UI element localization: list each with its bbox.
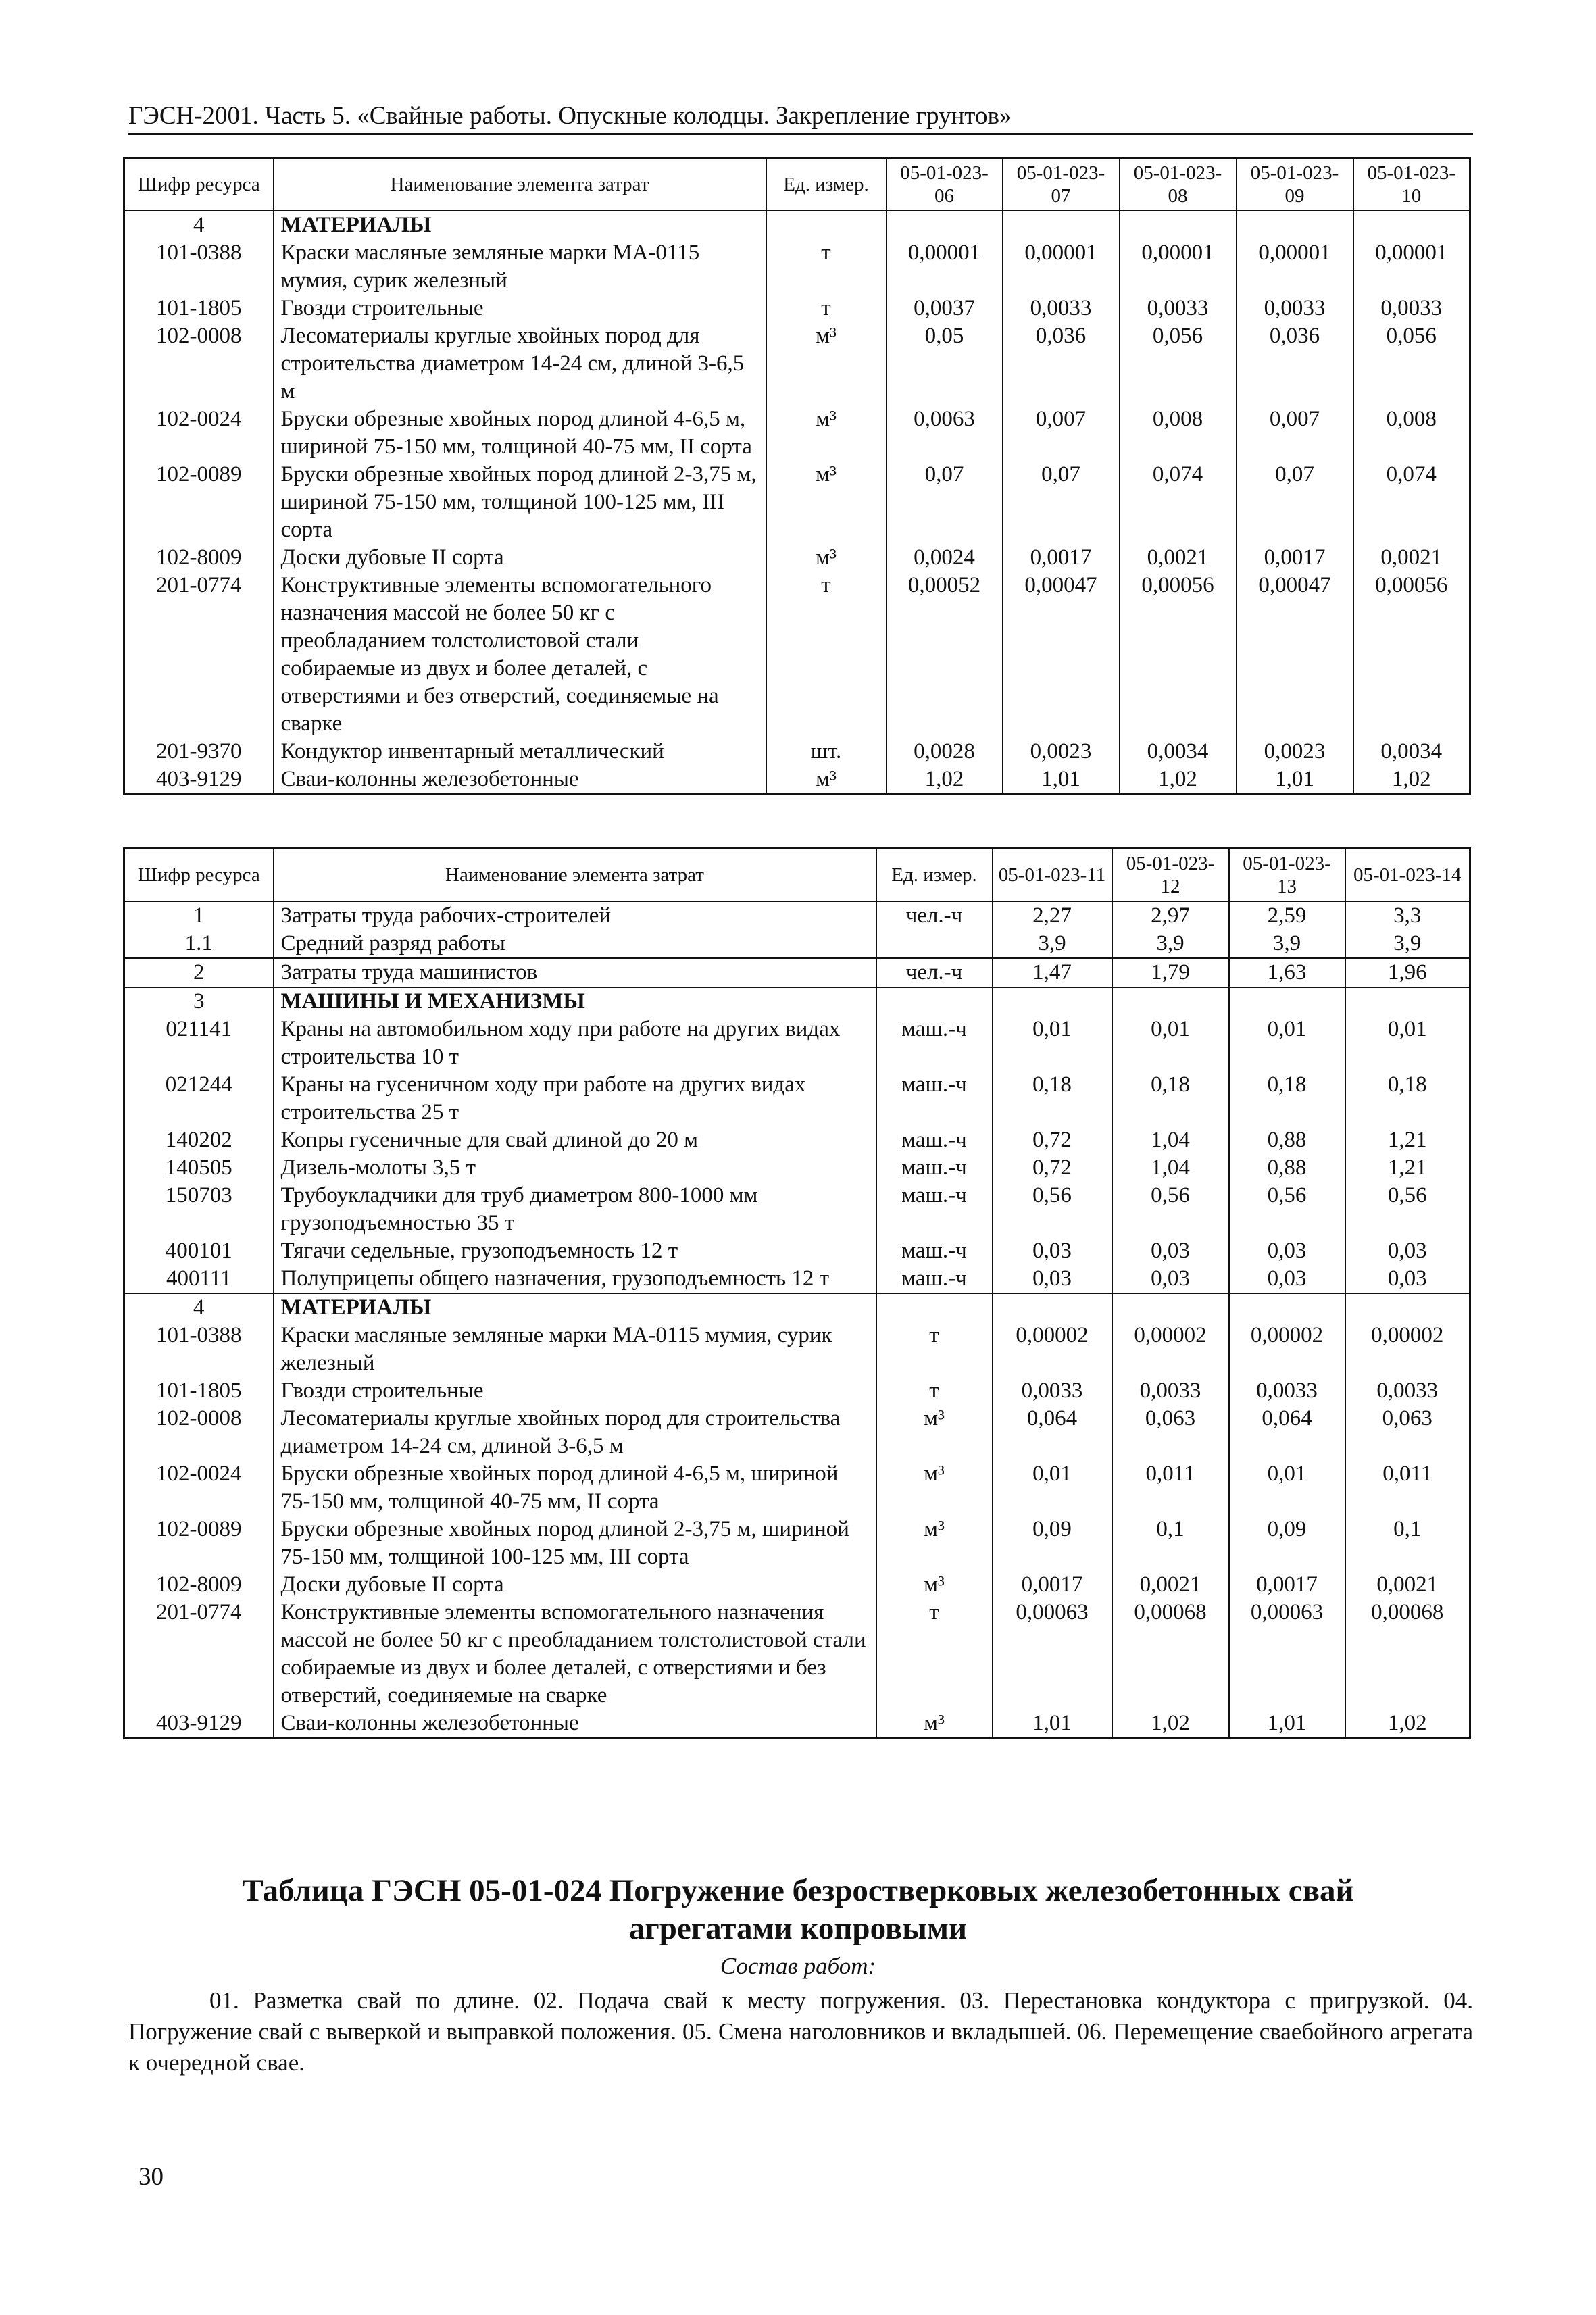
value-cell: 0,07 (1003, 461, 1120, 544)
value-cell: 0,00047 (1237, 572, 1353, 738)
table-row (124, 1460, 1470, 1516)
resource-code-cell: 2 (124, 958, 274, 987)
value-cell: 0,00002 (1229, 1322, 1345, 1377)
table-row (124, 1710, 1470, 1739)
value-cell (993, 1293, 1112, 1322)
element-name-cell: Копры гусеничные для свай длиной до 20 м (274, 1126, 876, 1154)
resource-code-cell: 101-0388 (124, 239, 274, 295)
value-cell: 0,0033 (1353, 295, 1470, 322)
value-cell: 0,03 (1229, 1265, 1345, 1293)
column-header: 05-01-023-07 (1003, 158, 1120, 211)
table-row (124, 405, 1470, 461)
value-cell: 3,3 (1345, 901, 1470, 930)
unit-cell: м³ (766, 322, 887, 405)
work-composition-heading: Состав работ: (720, 1953, 876, 1979)
work-composition-text: 01. Разметка свай по длине. 02. Подача свай к месту погружения. 03. Перестановка кондуктора с пригрузкой. 04. Погружение свай с выверкой и выправкой положения. 05. Смена наголовников и вкладышей. 06. Перемещение сваебойного агрегата к очередной свае. (128, 1987, 1473, 2076)
column-header: 05-01-023-06 (887, 158, 1003, 211)
resource-code-cell: 403-9129 (124, 1710, 274, 1739)
table-row (124, 1571, 1470, 1599)
value-cell: 0,056 (1353, 322, 1470, 405)
unit-cell: т (766, 295, 887, 322)
unit-cell: т (766, 572, 887, 738)
value-cell: 0,00056 (1120, 572, 1237, 738)
table-row (124, 1377, 1470, 1405)
value-cell: 0,0021 (1353, 544, 1470, 572)
value-cell: 0,18 (1229, 1071, 1345, 1126)
table-row (124, 295, 1470, 322)
value-cell: 0,007 (1003, 405, 1120, 461)
element-name-cell: Затраты труда рабочих-строителей (274, 901, 876, 930)
value-cell: 0,09 (993, 1516, 1112, 1571)
value-cell (1353, 211, 1470, 239)
value-cell (1003, 211, 1120, 239)
element-name-cell: Бруски обрезные хвойных пород длиной 4-6,5 м, шириной 75-150 мм, толщиной 40-75 мм, II сорта (274, 405, 766, 461)
value-cell: 0,074 (1353, 461, 1470, 544)
value-cell: 0,00063 (1229, 1599, 1345, 1710)
resource-code-cell: 4 (124, 1293, 274, 1322)
resource-code-cell: 021141 (124, 1016, 274, 1071)
value-cell: 0,0034 (1120, 738, 1237, 766)
value-cell: 1,01 (993, 1710, 1112, 1739)
value-cell: 0,01 (1345, 1016, 1470, 1071)
value-cell: 0,00047 (1003, 572, 1120, 738)
element-name-cell: Лесоматериалы круглые хвойных пород для строительства диаметром 14-24 см, длиной 3-6,5 м (274, 322, 766, 405)
value-cell: 3,9 (1229, 930, 1345, 958)
unit-cell: маш.-ч (876, 1154, 993, 1182)
value-cell: 0,00001 (1353, 239, 1470, 295)
table-title-line-1: Таблица ГЭСН 05-01-024 Погружение безростверковых железобетонных свай (242, 1873, 1354, 1908)
value-cell: 0,00063 (993, 1599, 1112, 1710)
value-cell (993, 987, 1112, 1016)
resource-code-cell: 4 (124, 211, 274, 239)
column-header: Ед. измер. (876, 849, 993, 902)
unit-cell (766, 211, 887, 239)
value-cell: 0,56 (993, 1182, 1112, 1237)
resource-code-cell: 400111 (124, 1265, 274, 1293)
value-cell: 0,0033 (1112, 1377, 1229, 1405)
value-cell: 0,01 (993, 1016, 1112, 1071)
value-cell: 0,03 (1345, 1265, 1470, 1293)
element-name-cell: Краски масляные земляные марки МА-0115 мумия, сурик железный (274, 1322, 876, 1377)
unit-cell: м³ (876, 1405, 993, 1460)
unit-cell: т (876, 1377, 993, 1405)
value-cell: 0,036 (1237, 322, 1353, 405)
value-cell: 1,02 (1120, 766, 1237, 795)
value-cell: 0,036 (1003, 322, 1120, 405)
value-cell: 0,0024 (887, 544, 1003, 572)
value-cell (1345, 987, 1470, 1016)
element-name-cell: Краски масляные земляные марки МА-0115 мумия, сурик железный (274, 239, 766, 295)
value-cell: 0,72 (993, 1154, 1112, 1182)
table-row (124, 958, 1470, 987)
value-cell: 0,064 (1229, 1405, 1345, 1460)
unit-cell: м³ (766, 766, 887, 795)
value-cell: 0,007 (1237, 405, 1353, 461)
unit-cell: т (766, 239, 887, 295)
value-cell (1237, 211, 1353, 239)
value-cell: 0,0017 (1003, 544, 1120, 572)
resource-code-cell: 3 (124, 987, 274, 1016)
unit-cell (876, 987, 993, 1016)
resource-code-cell: 1 (124, 901, 274, 930)
value-cell: 2,27 (993, 901, 1112, 930)
value-cell: 0,00001 (1237, 239, 1353, 295)
value-cell: 0,01 (1112, 1016, 1229, 1071)
unit-cell: маш.-ч (876, 1071, 993, 1126)
table-row (124, 1516, 1470, 1571)
value-cell: 0,0033 (993, 1377, 1112, 1405)
value-cell: 3,9 (1345, 930, 1470, 958)
resource-code-cell: 101-1805 (124, 1377, 274, 1405)
table-row (124, 544, 1470, 572)
value-cell: 0,07 (1237, 461, 1353, 544)
value-cell: 1,04 (1112, 1126, 1229, 1154)
value-cell: 0,01 (1229, 1460, 1345, 1516)
value-cell: 0,00001 (1003, 239, 1120, 295)
value-cell (1345, 1293, 1470, 1322)
value-cell: 0,72 (993, 1126, 1112, 1154)
resource-code-cell: 150703 (124, 1182, 274, 1237)
table-row (124, 1322, 1470, 1377)
table-row (124, 1237, 1470, 1265)
value-cell (1229, 987, 1345, 1016)
table-row (124, 322, 1470, 405)
value-cell: 0,07 (887, 461, 1003, 544)
resource-code-cell: 400101 (124, 1237, 274, 1265)
resource-code-cell: 102-0089 (124, 1516, 274, 1571)
table-row (124, 1126, 1470, 1154)
unit-cell: м³ (876, 1571, 993, 1599)
value-cell: 0,01 (1229, 1016, 1345, 1071)
element-name-cell: Затраты труда машинистов (274, 958, 876, 987)
value-cell: 1,96 (1345, 958, 1470, 987)
element-name-cell: Гвозди строительные (274, 1377, 876, 1405)
table-row (124, 572, 1470, 738)
value-cell: 0,00001 (1120, 239, 1237, 295)
table-row (124, 1182, 1470, 1237)
value-cell: 0,0063 (887, 405, 1003, 461)
element-name-cell: Краны на автомобильном ходу при работе на других видах строительства 10 т (274, 1016, 876, 1071)
value-cell: 0,0033 (1237, 295, 1353, 322)
element-name-cell: МАШИНЫ И МЕХАНИЗМЫ (274, 987, 876, 1016)
table-row (124, 1016, 1470, 1071)
resource-table-2 (123, 847, 1471, 1739)
value-cell: 1,47 (993, 958, 1112, 987)
resource-code-cell: 140202 (124, 1126, 274, 1154)
value-cell: 0,88 (1229, 1126, 1345, 1154)
value-cell: 0,09 (1229, 1516, 1345, 1571)
resource-code-cell: 102-0008 (124, 1405, 274, 1460)
value-cell: 0,0034 (1353, 738, 1470, 766)
value-cell: 3,9 (1112, 930, 1229, 958)
value-cell: 1,02 (887, 766, 1003, 795)
table-row (124, 1071, 1470, 1126)
unit-cell: шт. (766, 738, 887, 766)
value-cell: 0,00068 (1345, 1599, 1470, 1710)
value-cell: 0,0033 (1345, 1377, 1470, 1405)
value-cell: 0,03 (1229, 1237, 1345, 1265)
column-header: Наименование элемента затрат (274, 849, 876, 902)
page-number: 30 (139, 2163, 164, 2191)
resource-code-cell: 102-8009 (124, 544, 274, 572)
resource-code-cell: 102-0008 (124, 322, 274, 405)
table-row (124, 1265, 1470, 1293)
value-cell: 0,1 (1112, 1516, 1229, 1571)
value-cell: 0,0023 (1237, 738, 1353, 766)
element-name-cell: Тягачи седельные, грузоподъемность 12 т (274, 1237, 876, 1265)
element-name-cell: Бруски обрезные хвойных пород длиной 2-3,75 м, шириной 75-150 мм, толщиной 100-125 мм, III сорта (274, 1516, 876, 1571)
value-cell: 1,02 (1345, 1710, 1470, 1739)
value-cell (1229, 1293, 1345, 1322)
value-cell: 0,011 (1345, 1460, 1470, 1516)
table-row (124, 738, 1470, 766)
element-name-cell: Доски дубовые II сорта (274, 1571, 876, 1599)
resource-code-cell: 403-9129 (124, 766, 274, 795)
value-cell: 0,063 (1112, 1405, 1229, 1460)
table-title (0, 1872, 1596, 1947)
value-cell: 1,01 (1237, 766, 1353, 795)
value-cell: 0,1 (1345, 1516, 1470, 1571)
value-cell: 2,59 (1229, 901, 1345, 930)
value-cell: 1,63 (1229, 958, 1345, 987)
element-name-cell: Бруски обрезные хвойных пород длиной 2-3,75 м, шириной 75-150 мм, толщиной 100-125 мм, III сорта (274, 461, 766, 544)
value-cell: 0,56 (1229, 1182, 1345, 1237)
value-cell: 0,00052 (887, 572, 1003, 738)
value-cell: 0,03 (1112, 1265, 1229, 1293)
value-cell: 0,88 (1229, 1154, 1345, 1182)
unit-cell: чел.-ч (876, 958, 993, 987)
value-cell (1112, 1293, 1229, 1322)
value-cell: 0,01 (993, 1460, 1112, 1516)
element-name-cell: Сваи-колонны железобетонные (274, 766, 766, 795)
column-header: Шифр ресурса (124, 849, 274, 902)
element-name-cell: Гвозди строительные (274, 295, 766, 322)
element-name-cell: Доски дубовые II сорта (274, 544, 766, 572)
resource-code-cell: 201-9370 (124, 738, 274, 766)
table-row (124, 1599, 1470, 1710)
value-cell: 0,0023 (1003, 738, 1120, 766)
resource-code-cell: 201-0774 (124, 1599, 274, 1710)
unit-cell (876, 930, 993, 958)
value-cell: 0,00056 (1353, 572, 1470, 738)
element-name-cell: Средний разряд работы (274, 930, 876, 958)
value-cell: 0,0037 (887, 295, 1003, 322)
unit-cell: м³ (766, 544, 887, 572)
resource-code-cell: 1.1 (124, 930, 274, 958)
table-row (124, 930, 1470, 958)
resource-code-cell: 140505 (124, 1154, 274, 1182)
table-row (124, 1154, 1470, 1182)
resource-code-cell: 102-0089 (124, 461, 274, 544)
value-cell: 0,18 (1112, 1071, 1229, 1126)
value-cell: 0,0021 (1120, 544, 1237, 572)
resource-code-cell: 101-1805 (124, 295, 274, 322)
column-header: 05-01-023-11 (993, 849, 1112, 902)
value-cell (1112, 987, 1229, 1016)
unit-cell: маш.-ч (876, 1016, 993, 1071)
unit-cell: м³ (766, 405, 887, 461)
value-cell: 0,00002 (1345, 1322, 1470, 1377)
column-header: 05-01-023-13 (1229, 849, 1345, 902)
value-cell: 1,21 (1345, 1126, 1470, 1154)
resource-code-cell: 102-8009 (124, 1571, 274, 1599)
value-cell: 0,0021 (1345, 1571, 1470, 1599)
section-row (124, 987, 1470, 1016)
value-cell: 0,0021 (1112, 1571, 1229, 1599)
resource-table-1 (123, 157, 1471, 795)
element-name-cell: Конструктивные элементы вспомогательного назначения массой не более 50 кг с преобладанием толстолистовой стали собираемые из двух и более деталей, с отверстиями и без отверстий, соединяемые на сварке (274, 572, 766, 738)
unit-cell: чел.-ч (876, 901, 993, 930)
unit-cell: т (876, 1599, 993, 1710)
table-header-row (124, 158, 1470, 211)
unit-cell: маш.-ч (876, 1182, 993, 1237)
value-cell: 0,0028 (887, 738, 1003, 766)
table-row (124, 766, 1470, 795)
table-row (124, 239, 1470, 295)
element-name-cell: Полуприцепы общего назначения, грузоподъемность 12 т (274, 1265, 876, 1293)
element-name-cell: МАТЕРИАЛЫ (274, 211, 766, 239)
value-cell: 0,03 (1345, 1237, 1470, 1265)
value-cell: 0,008 (1353, 405, 1470, 461)
column-header: 05-01-023-09 (1237, 158, 1353, 211)
element-name-cell: Бруски обрезные хвойных пород длиной 4-6,5 м, шириной 75-150 мм, толщиной 40-75 мм, II сорта (274, 1460, 876, 1516)
value-cell: 1,01 (1229, 1710, 1345, 1739)
value-cell: 0,00002 (1112, 1322, 1229, 1377)
value-cell: 0,05 (887, 322, 1003, 405)
column-header: 05-01-023-08 (1120, 158, 1237, 211)
value-cell: 0,03 (1112, 1237, 1229, 1265)
value-cell: 1,04 (1112, 1154, 1229, 1182)
element-name-cell: МАТЕРИАЛЫ (274, 1293, 876, 1322)
value-cell: 1,21 (1345, 1154, 1470, 1182)
value-cell: 1,02 (1353, 766, 1470, 795)
column-header: Наименование элемента затрат (274, 158, 766, 211)
column-header: Ед. измер. (766, 158, 887, 211)
value-cell: 0,0033 (1003, 295, 1120, 322)
value-cell: 0,011 (1112, 1460, 1229, 1516)
value-cell: 2,97 (1112, 901, 1229, 930)
value-cell: 0,00002 (993, 1322, 1112, 1377)
resource-code-cell: 201-0774 (124, 572, 274, 738)
value-cell (887, 211, 1003, 239)
value-cell: 1,79 (1112, 958, 1229, 987)
table-title-line-2: агрегатами копровыми (628, 1911, 968, 1946)
resource-code-cell: 021244 (124, 1071, 274, 1126)
table-row (124, 461, 1470, 544)
value-cell: 0,0033 (1120, 295, 1237, 322)
column-header: 05-01-023-10 (1353, 158, 1470, 211)
unit-cell: м³ (876, 1460, 993, 1516)
element-name-cell: Кондуктор инвентарный металлический (274, 738, 766, 766)
element-name-cell: Конструктивные элементы вспомогательного назначения массой не более 50 кг с преобладанием толстолистовой стали собираемые из двух и более деталей, с отверстиями и без отверстий, соединяемые на сварке (274, 1599, 876, 1710)
unit-cell: м³ (876, 1710, 993, 1739)
element-name-cell: Лесоматериалы круглые хвойных пород для строительства диаметром 14-24 см, длиной 3-6,5 м (274, 1405, 876, 1460)
value-cell: 1,02 (1112, 1710, 1229, 1739)
value-cell: 0,008 (1120, 405, 1237, 461)
value-cell: 0,56 (1112, 1182, 1229, 1237)
value-cell: 0,18 (993, 1071, 1112, 1126)
column-header: 05-01-023-14 (1345, 849, 1470, 902)
table-row (124, 901, 1470, 930)
value-cell: 0,56 (1345, 1182, 1470, 1237)
unit-cell: м³ (876, 1516, 993, 1571)
value-cell: 0,056 (1120, 322, 1237, 405)
value-cell: 0,063 (1345, 1405, 1470, 1460)
unit-cell: маш.-ч (876, 1126, 993, 1154)
element-name-cell: Сваи-колонны железобетонные (274, 1710, 876, 1739)
value-cell: 0,00068 (1112, 1599, 1229, 1710)
value-cell: 0,03 (993, 1237, 1112, 1265)
unit-cell: маш.-ч (876, 1265, 993, 1293)
element-name-cell: Краны на гусеничном ходу при работе на других видах строительства 25 т (274, 1071, 876, 1126)
element-name-cell: Дизель-молоты 3,5 т (274, 1154, 876, 1182)
value-cell: 0,03 (993, 1265, 1112, 1293)
column-header: Шифр ресурса (124, 158, 274, 211)
value-cell: 3,9 (993, 930, 1112, 958)
section-row (124, 211, 1470, 239)
resource-code-cell: 102-0024 (124, 1460, 274, 1516)
value-cell: 0,0017 (1229, 1571, 1345, 1599)
value-cell: 0,00001 (887, 239, 1003, 295)
column-header: 05-01-023-12 (1112, 849, 1229, 902)
unit-cell: маш.-ч (876, 1237, 993, 1265)
table-header-row (124, 849, 1470, 902)
value-cell (1120, 211, 1237, 239)
section-row (124, 1293, 1470, 1322)
value-cell: 0,074 (1120, 461, 1237, 544)
unit-cell (876, 1293, 993, 1322)
value-cell: 0,0017 (1237, 544, 1353, 572)
resource-code-cell: 102-0024 (124, 405, 274, 461)
value-cell: 1,01 (1003, 766, 1120, 795)
table-row (124, 1405, 1470, 1460)
value-cell: 0,0017 (993, 1571, 1112, 1599)
resource-code-cell: 101-0388 (124, 1322, 274, 1377)
value-cell: 0,064 (993, 1405, 1112, 1460)
element-name-cell: Трубоукладчики для труб диаметром 800-1000 мм грузоподъемностью 35 т (274, 1182, 876, 1237)
unit-cell: т (876, 1322, 993, 1377)
unit-cell: м³ (766, 461, 887, 544)
page-header: ГЭСН-2001. Часть 5. «Свайные работы. Опускные колодцы. Закрепление грунтов» (128, 101, 1473, 135)
value-cell: 0,18 (1345, 1071, 1470, 1126)
value-cell: 0,0033 (1229, 1377, 1345, 1405)
